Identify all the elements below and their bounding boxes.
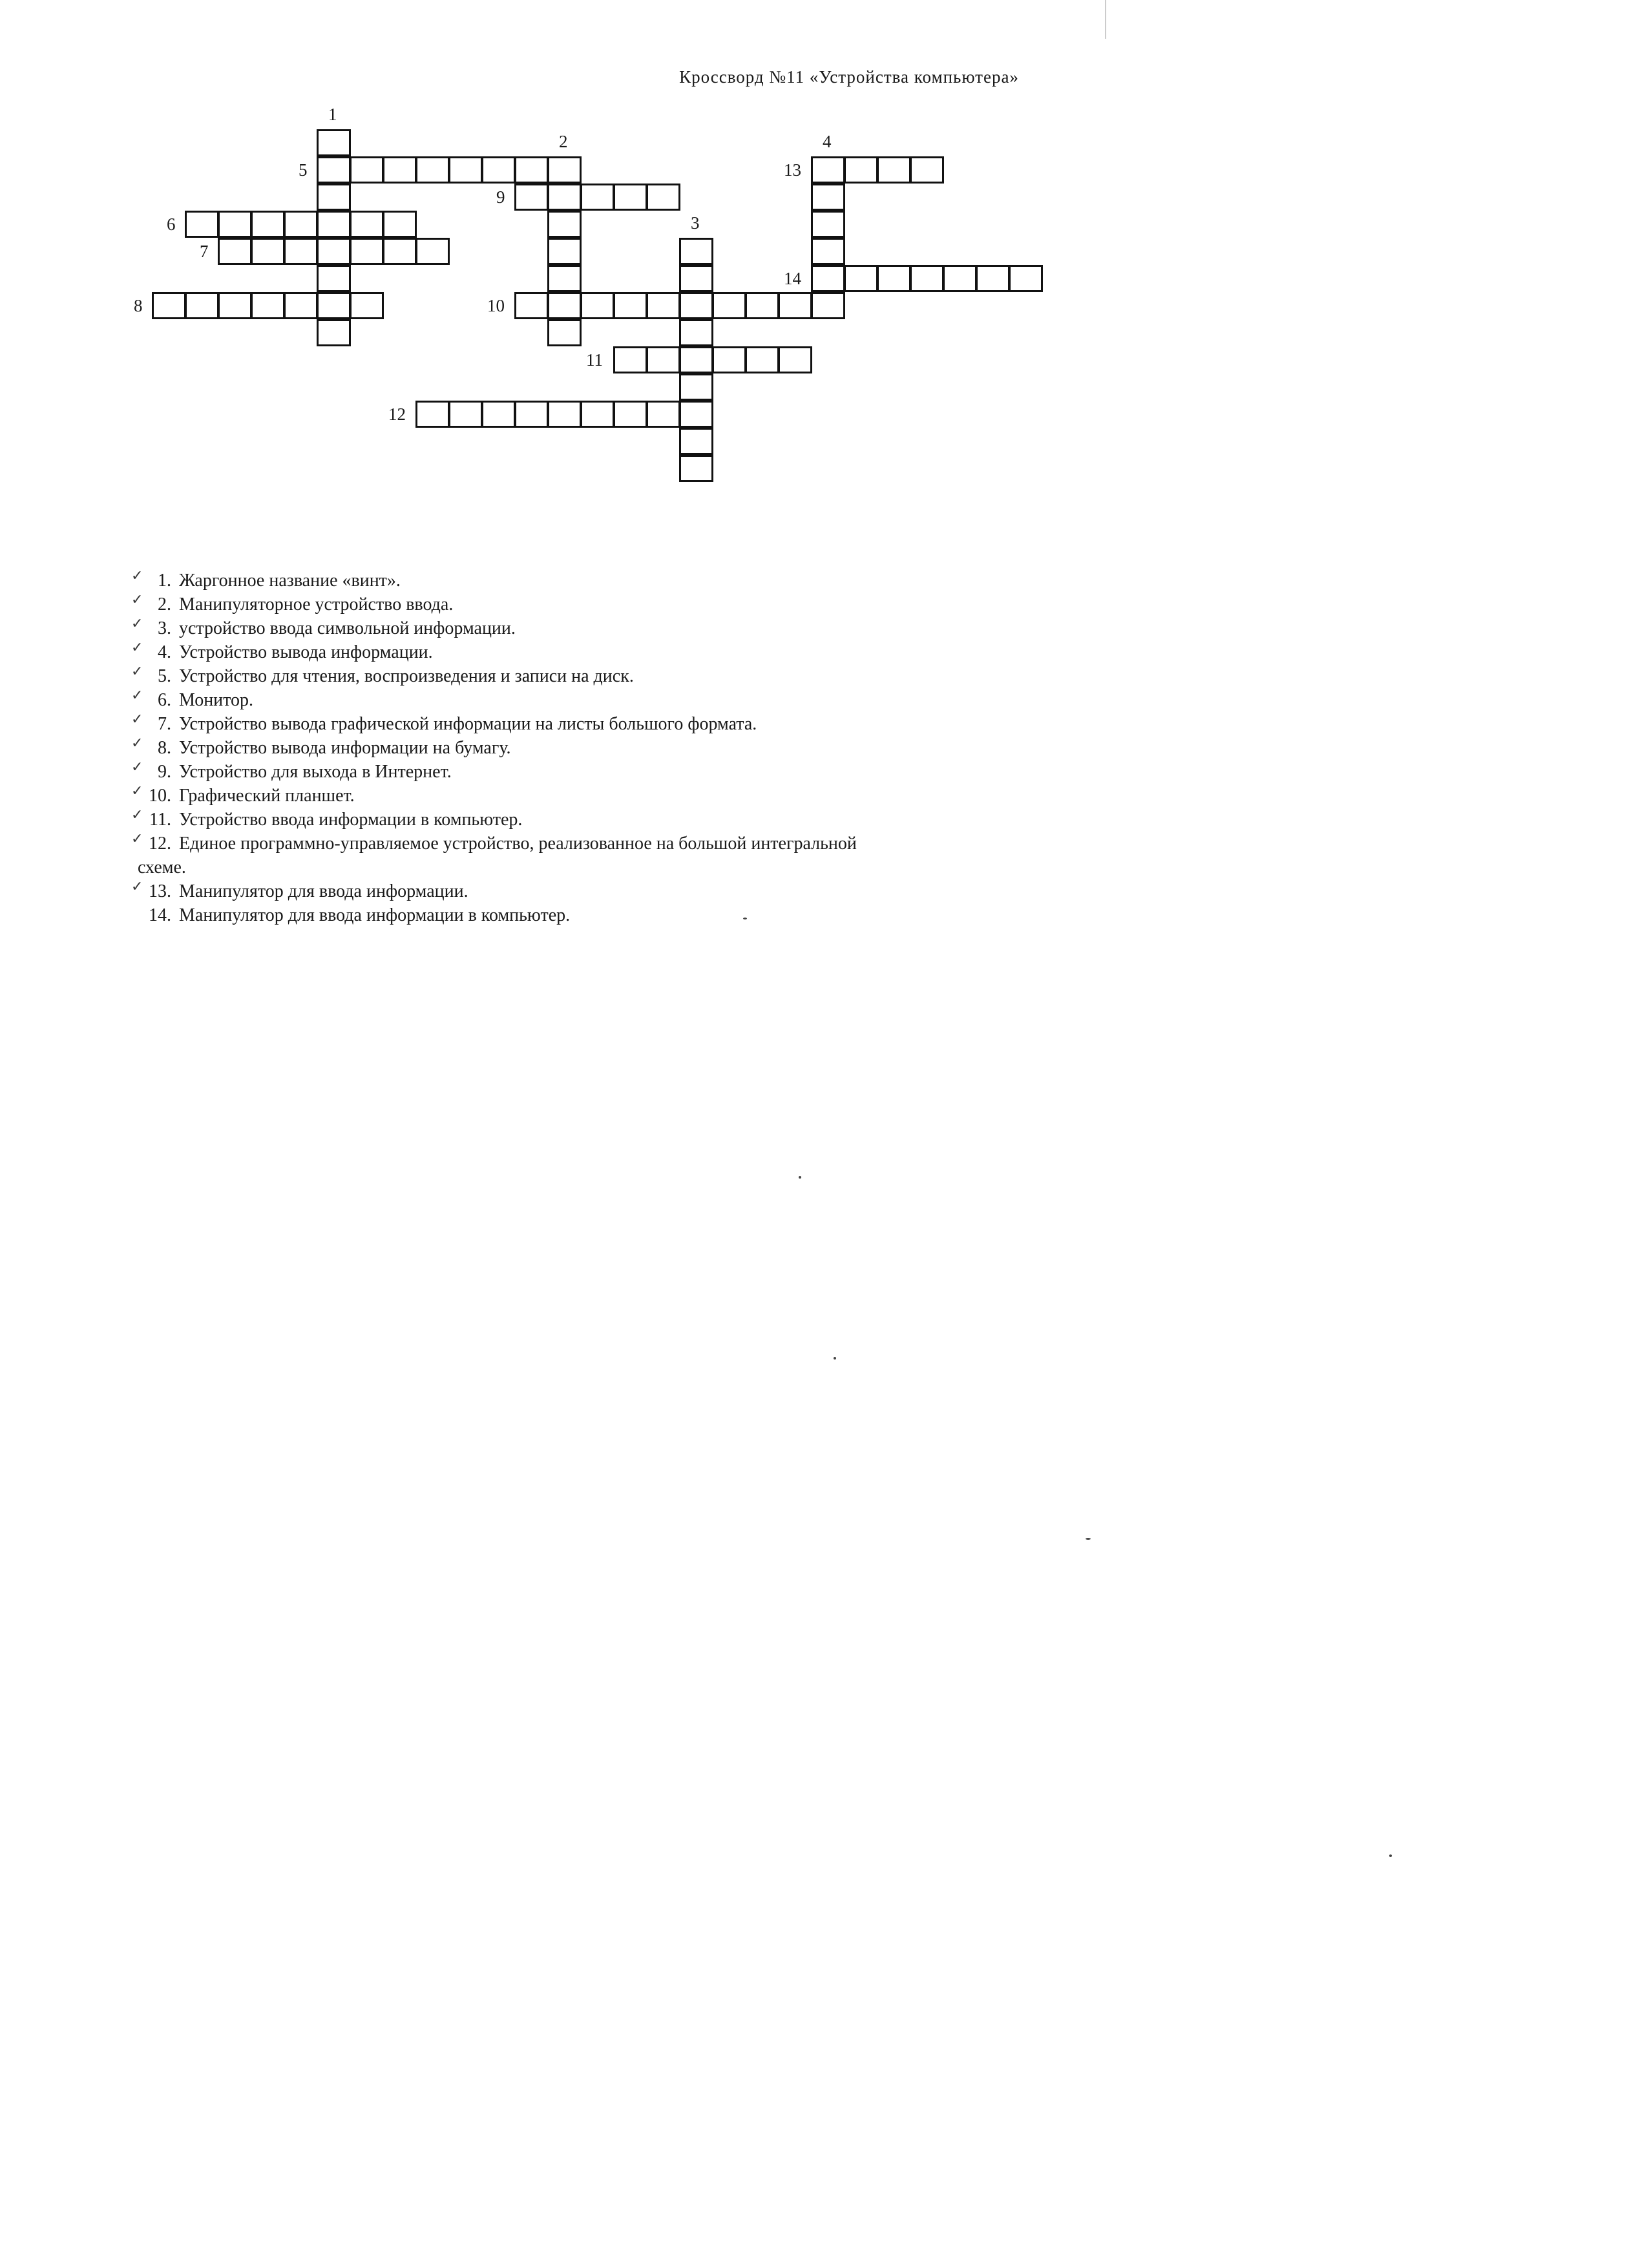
scan-speck	[1086, 1538, 1091, 1540]
crossword-cell	[580, 292, 614, 319]
crossword-cell	[317, 265, 351, 292]
scan-speck	[799, 1176, 801, 1179]
crossword-cell	[712, 292, 746, 319]
crossword-cell	[185, 211, 219, 238]
pencil-tick-mark: ✓	[131, 782, 143, 799]
entry-number-2: 2	[559, 132, 568, 151]
crossword-cell	[218, 211, 252, 238]
crossword-cell	[745, 346, 779, 373]
crossword-cell	[778, 346, 812, 373]
crossword-cell	[415, 401, 450, 428]
crossword-cell	[350, 156, 384, 184]
clue-number: 5.	[158, 666, 171, 686]
crossword-cell	[383, 211, 417, 238]
entry-number-11: 11	[586, 350, 603, 370]
crossword-cell	[613, 292, 647, 319]
crossword-cell	[679, 238, 713, 265]
crossword-cell	[547, 211, 582, 238]
crossword-cell	[778, 292, 812, 319]
crossword-cell	[580, 401, 614, 428]
crossword-cell	[646, 184, 680, 211]
crossword-cell	[547, 265, 582, 292]
crossword-cell	[613, 401, 647, 428]
clue-text: Устройство ввода информации в компьютер.	[179, 810, 523, 830]
entry-number-8: 8	[134, 296, 143, 315]
crossword-cell	[152, 292, 186, 319]
clue-item	[131, 591, 857, 616]
clue-number: 13.	[149, 881, 171, 901]
crossword-cell	[547, 401, 582, 428]
crossword-cell	[251, 292, 285, 319]
scan-speck	[743, 918, 747, 919]
crossword-cell	[383, 156, 417, 184]
clue-text: Устройство вывода информации.	[179, 642, 433, 662]
crossword-cell	[547, 238, 582, 265]
crossword-cell	[383, 238, 417, 265]
clue-item	[131, 711, 857, 736]
clue-item	[131, 782, 857, 808]
crossword-cell	[679, 319, 713, 346]
crossword-cell	[811, 156, 845, 184]
crossword-cell	[679, 455, 713, 482]
crossword-cell	[317, 156, 351, 184]
pencil-tick-mark: ✓	[131, 806, 143, 823]
entry-number-13: 13	[784, 160, 801, 180]
entry-number-7: 7	[200, 242, 209, 261]
document-title: Кроссворд №11 «Устройства компьютера»	[679, 67, 1019, 87]
crossword-cell	[646, 401, 680, 428]
crossword-cell	[317, 238, 351, 265]
crossword-cell	[350, 292, 384, 319]
crossword-cell	[415, 238, 450, 265]
entry-number-1: 1	[328, 105, 337, 124]
crossword-cell	[679, 265, 713, 292]
crossword-cell	[679, 292, 713, 319]
clue-text: Устройство для чтения, воспроизведения и записи на диск.	[179, 666, 634, 686]
crossword-cell	[811, 184, 845, 211]
crossword-cell	[284, 238, 318, 265]
clue-item	[131, 663, 857, 688]
clue-text: Жаргонное название «винт».	[179, 571, 401, 591]
crossword-cell	[877, 156, 911, 184]
crossword-cell	[251, 211, 285, 238]
clue-number: 2.	[158, 594, 171, 614]
crossword-cell	[350, 211, 384, 238]
crossword-cell	[976, 265, 1010, 292]
crossword-cell	[943, 265, 977, 292]
crossword-cell	[910, 156, 944, 184]
clue-number: 1.	[158, 571, 171, 591]
crossword-cell	[679, 373, 713, 401]
clue-number: 10.	[149, 786, 171, 806]
clue-text: Устройство вывода информации на бумагу.	[179, 738, 511, 758]
clue-text: Графический планшет.	[179, 786, 355, 806]
clue-number: 7.	[158, 714, 171, 734]
crossword-cell	[284, 292, 318, 319]
crossword-cell	[185, 292, 219, 319]
crossword-cell	[514, 292, 549, 319]
clue-item	[131, 830, 857, 856]
crossword-cell	[811, 265, 845, 292]
crossword-cell	[547, 184, 582, 211]
entry-number-14: 14	[784, 269, 801, 288]
crossword-cell	[580, 184, 614, 211]
entry-number-5: 5	[299, 160, 308, 180]
clue-number: 8.	[158, 738, 171, 758]
crossword-cell	[844, 265, 878, 292]
crossword-cell	[317, 319, 351, 346]
clue-number: 14.	[149, 905, 171, 925]
clue-number: 3.	[158, 618, 171, 638]
entry-number-3: 3	[691, 213, 700, 233]
clue-number: 9.	[158, 762, 171, 782]
pencil-tick-mark: ✓	[131, 878, 143, 894]
clue-item	[131, 615, 857, 640]
pencil-tick-mark: ✓	[131, 830, 143, 846]
entry-number-4: 4	[823, 132, 832, 151]
crossword-cell	[613, 184, 647, 211]
clue-number: 4.	[158, 642, 171, 662]
crossword-cell	[646, 292, 680, 319]
crossword-cell	[745, 292, 779, 319]
crossword-cell	[317, 129, 351, 156]
crossword-cell	[712, 346, 746, 373]
crossword-cell	[877, 265, 911, 292]
crossword-cell	[646, 346, 680, 373]
crossword-cell	[350, 238, 384, 265]
crossword-cell	[514, 401, 549, 428]
crossword-cell	[481, 156, 516, 184]
crossword-cell	[811, 238, 845, 265]
clue-item	[131, 639, 857, 664]
pencil-tick-mark: ✓	[131, 735, 143, 751]
crossword-cell	[218, 238, 252, 265]
crossword-cell	[415, 156, 450, 184]
crossword-cell	[844, 156, 878, 184]
clue-item	[131, 687, 857, 712]
pencil-tick-mark: ✓	[131, 591, 143, 607]
pencil-tick-mark: ✓	[131, 759, 143, 775]
clue-text: Монитор.	[179, 690, 254, 710]
clue-list	[131, 567, 857, 927]
clue-item	[131, 567, 857, 593]
clue-item	[131, 878, 857, 903]
crossword-cell	[811, 211, 845, 238]
entry-number-6: 6	[167, 215, 176, 234]
crossword-cell	[679, 428, 713, 455]
crossword-cell	[514, 156, 549, 184]
scan-speck	[834, 1357, 836, 1360]
pencil-tick-mark: ✓	[131, 567, 143, 583]
crossword-cell	[481, 401, 516, 428]
clue-text: Манипулятор для ввода информации.	[179, 881, 468, 901]
crossword-cell	[284, 211, 318, 238]
scan-speck	[1389, 1854, 1392, 1857]
crossword-cell	[317, 184, 351, 211]
crossword-cell	[218, 292, 252, 319]
crossword-cell	[514, 184, 549, 211]
entry-number-9: 9	[496, 187, 505, 207]
pencil-tick-mark: ✓	[131, 711, 143, 727]
crossword-cell	[679, 346, 713, 373]
clue-text: Устройство для выхода в Интернет.	[179, 762, 452, 782]
clue-item	[131, 735, 857, 760]
crossword-cell	[547, 292, 582, 319]
crossword-cell	[811, 292, 845, 319]
crossword-cell	[547, 319, 582, 346]
crossword-cell	[251, 238, 285, 265]
clue-text: устройство ввода символьной информации.	[179, 618, 516, 638]
crossword-cell	[448, 401, 483, 428]
clue-text-continuation: схеме.	[138, 857, 186, 877]
pencil-tick-mark: ✓	[131, 663, 143, 679]
crossword-cell	[317, 211, 351, 238]
crossword-cell	[448, 156, 483, 184]
pencil-tick-mark: ✓	[131, 615, 143, 631]
crossword-cell	[679, 401, 713, 428]
scan-edge	[1105, 0, 1106, 39]
clue-text: Манипулятор для ввода информации в компьютер.	[179, 905, 571, 925]
clue-number: 11.	[149, 810, 171, 830]
clue-item	[131, 806, 857, 832]
clue-item	[138, 903, 857, 927]
crossword-cell	[1009, 265, 1043, 292]
crossword-cell	[547, 156, 582, 184]
clue-text: Манипуляторное устройство ввода.	[179, 594, 454, 614]
pencil-tick-mark: ✓	[131, 687, 143, 703]
crossword-cell	[910, 265, 944, 292]
crossword-cell	[317, 292, 351, 319]
clue-text: Единое программно-управляемое устройство, реализованное на большой интегральной	[179, 834, 857, 854]
entry-number-12: 12	[388, 404, 406, 424]
clue-text: Устройство вывода графической информации на листы большого формата.	[179, 714, 757, 734]
crossword-cell	[613, 346, 647, 373]
clue-number: 12.	[149, 834, 171, 854]
pencil-tick-mark: ✓	[131, 639, 143, 655]
entry-number-10: 10	[487, 296, 505, 315]
clue-number: 6.	[158, 690, 171, 710]
clue-item	[131, 759, 857, 784]
